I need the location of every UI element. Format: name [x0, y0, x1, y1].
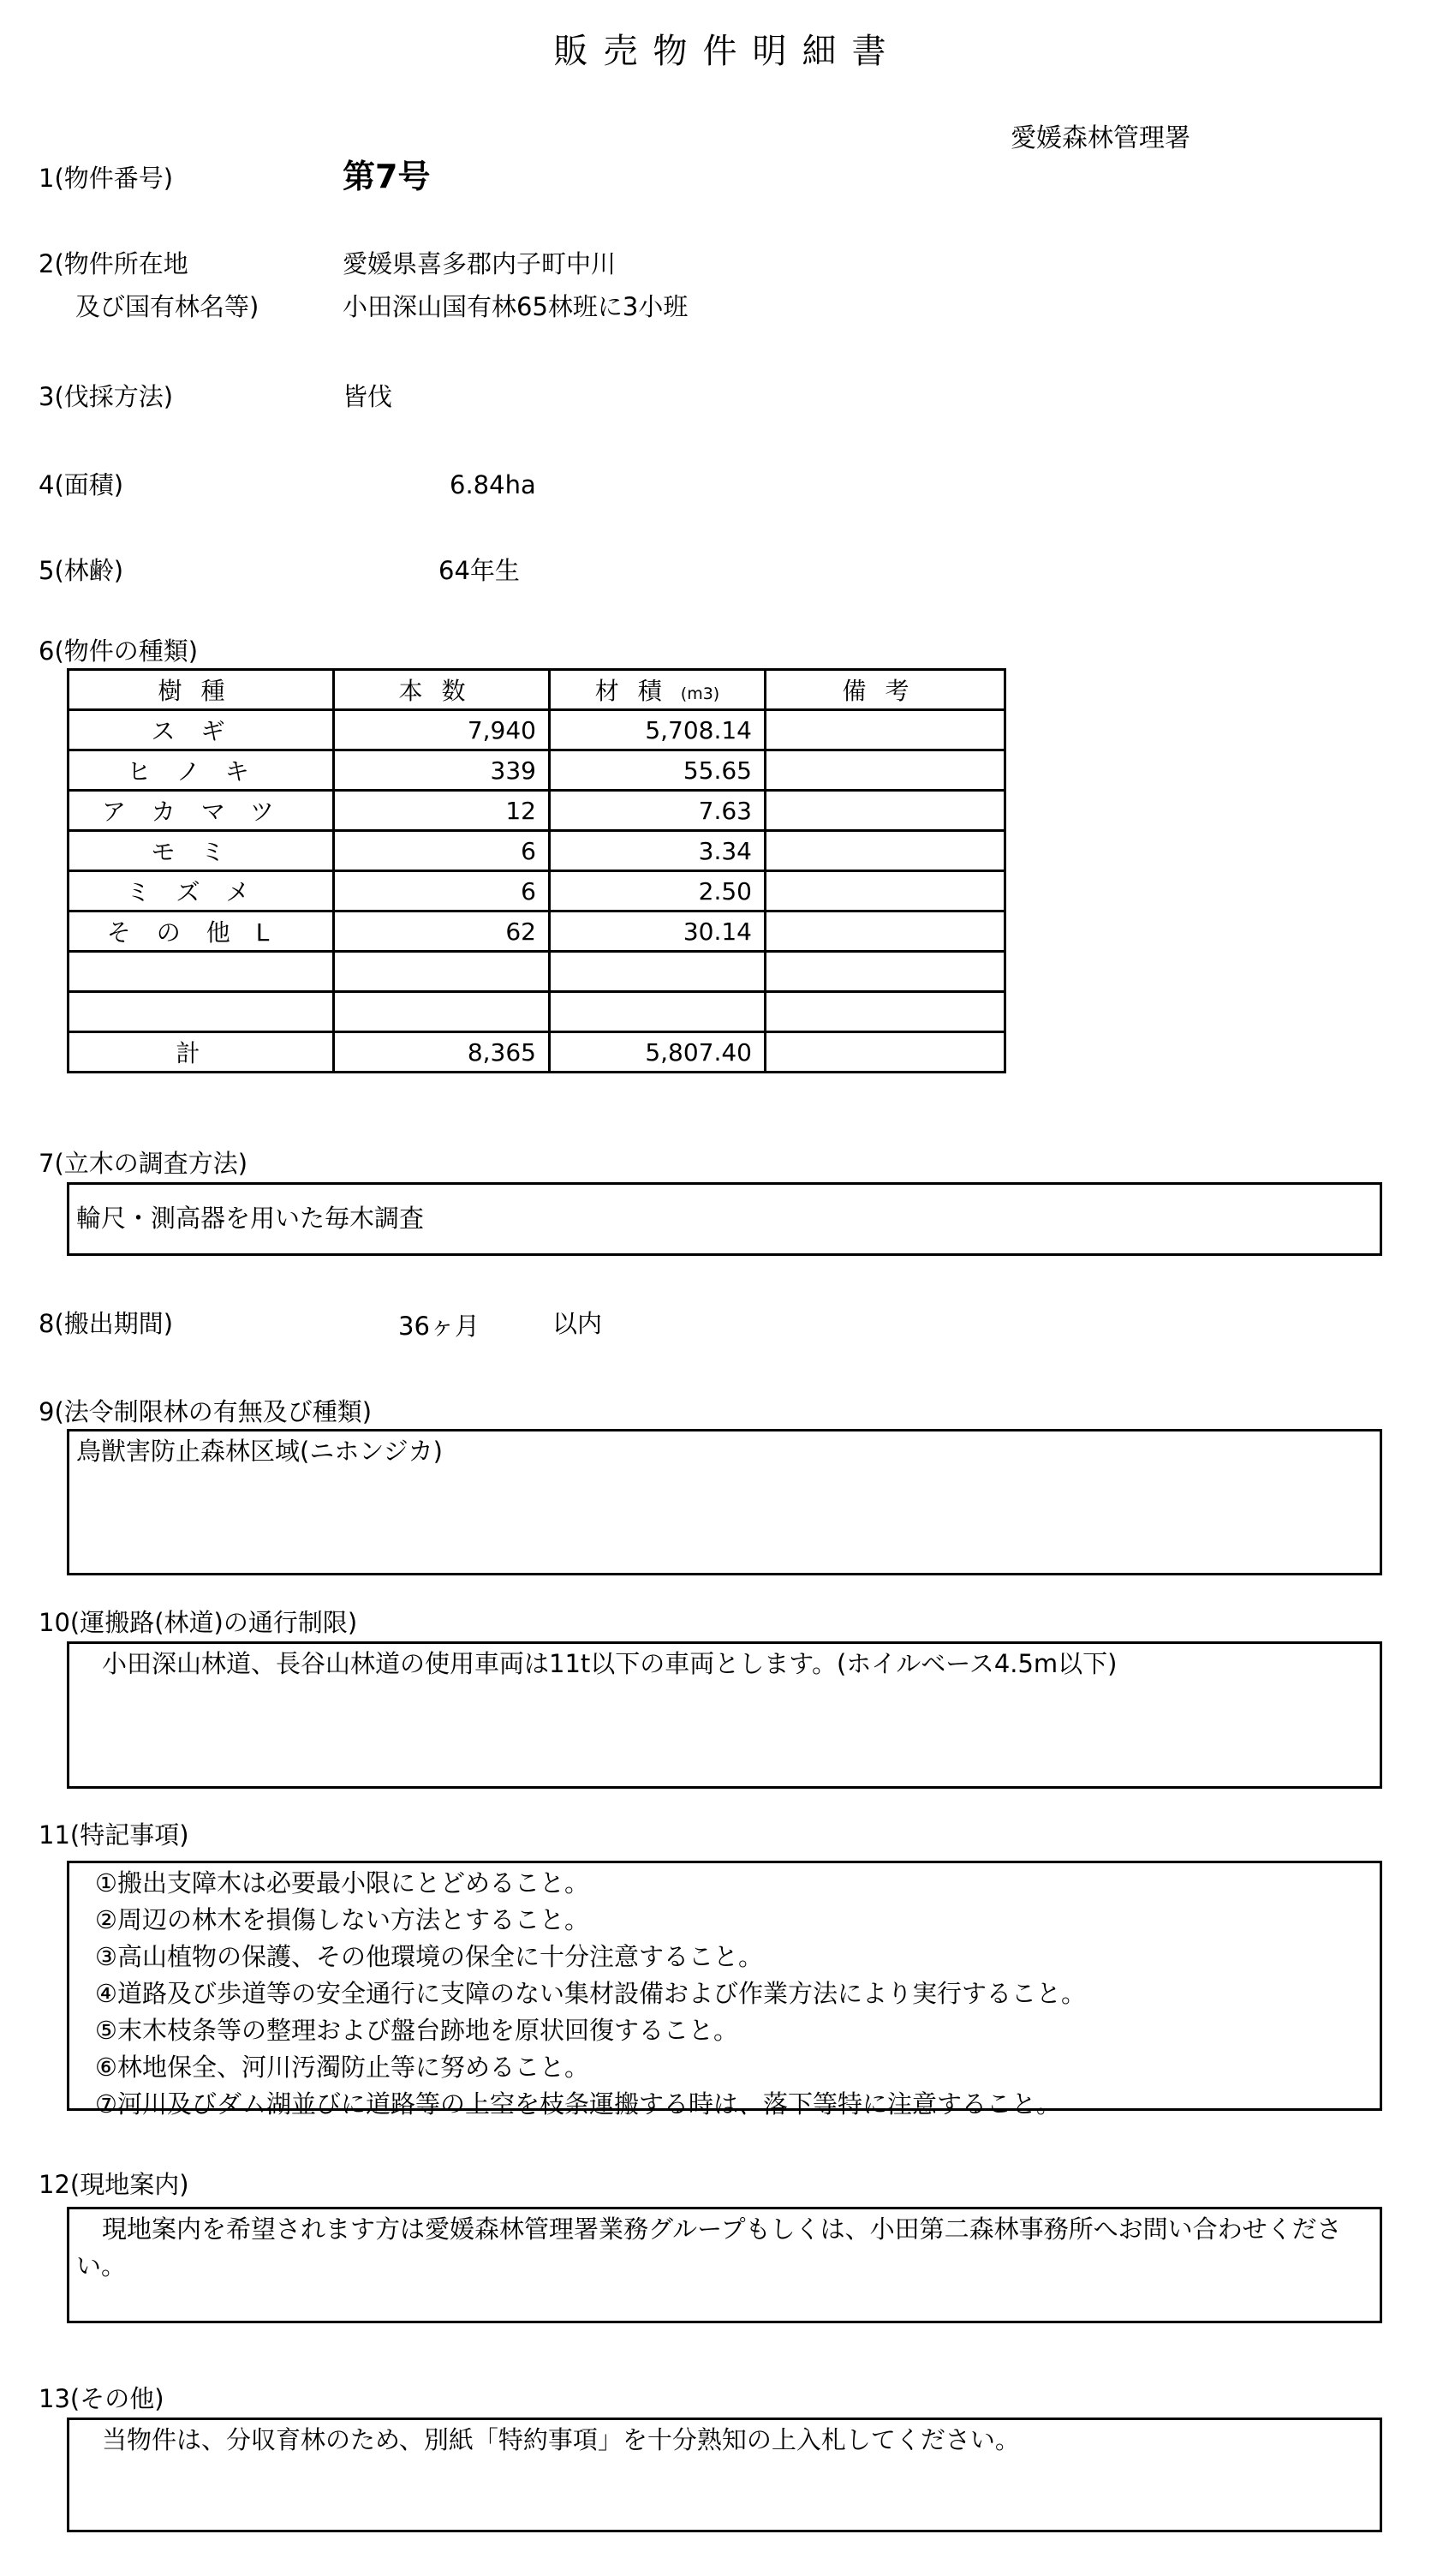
cell-remarks	[766, 831, 1005, 871]
table-row	[69, 831, 1005, 871]
header-count	[334, 670, 550, 710]
cell-count: 6	[334, 871, 550, 911]
header-count-text: 本数	[398, 677, 485, 705]
note-item: ②周辺の林木を損傷しない方法とすること。	[95, 1905, 589, 1934]
total-count: 8,365	[334, 1032, 550, 1073]
note-item: ④道路及び歩道等の安全通行に支障のない集材設備および作業方法により実行すること。	[95, 1979, 1086, 2008]
cell-count: 7,940	[334, 710, 550, 750]
area-value: 6.84ha	[450, 470, 536, 499]
period-label: 8(搬出期間)	[39, 1309, 174, 1338]
table-row	[69, 911, 1005, 952]
total-label: 計	[69, 1032, 334, 1073]
header-volume-text: 材積	[594, 677, 681, 705]
cell-tree: ヒノキ	[69, 750, 334, 791]
guide-box	[67, 2207, 1382, 2323]
cell-count: 62	[334, 911, 550, 952]
cell-count: 12	[334, 791, 550, 831]
note-item: ①搬出支障木は必要最小限にとどめること。	[95, 1868, 589, 1898]
age-label: 5(林齢)	[39, 556, 124, 585]
table-row	[69, 992, 1005, 1032]
location-label-line1: 2(物件所在地	[39, 249, 188, 278]
restriction-label: 9(法令制限林の有無及び種類)	[39, 1397, 373, 1426]
method-value: 皆伐	[343, 382, 393, 411]
cell-count: 6	[334, 831, 550, 871]
cell-volume: 55.65	[550, 750, 766, 791]
cell-volume	[550, 952, 766, 992]
table-row	[69, 952, 1005, 992]
cell-tree	[69, 992, 334, 1032]
table-row	[69, 871, 1005, 911]
cell-count: 339	[334, 750, 550, 791]
header-remarks-text: 備考	[842, 677, 928, 705]
office-name: 愛媛森林管理署	[1011, 123, 1190, 153]
note-item: ⑥林地保全、河川汚濁防止等に努めること。	[95, 2053, 589, 2082]
location-value-line2: 小田深山国有林65林班に3小班	[343, 292, 689, 321]
header-tree	[69, 670, 334, 710]
table-row	[69, 710, 1005, 750]
note-item: ⑦河川及びダム湖並びに道路等の上空を枝条運搬する時は、落下等特に注意すること。	[95, 2089, 1061, 2119]
header-volume	[550, 670, 766, 710]
cell-volume	[550, 992, 766, 1032]
cell-remarks	[766, 710, 1005, 750]
road-value: 小田深山林道、長谷山林道の使用車両は11t以下の車両とします。(ホイルベース4.5m以下)	[102, 1649, 1118, 1678]
cell-remarks	[766, 871, 1005, 911]
cell-tree: その他L	[69, 911, 334, 952]
cell-tree: スギ	[69, 710, 334, 750]
header-tree-text: 樹種	[158, 677, 244, 705]
cell-tree: ミズメ	[69, 871, 334, 911]
other-box	[67, 2418, 1382, 2532]
notes-box	[67, 1861, 1382, 2119]
cell-tree: アカマツ	[69, 791, 334, 831]
cell-remarks	[766, 992, 1005, 1032]
cell-volume: 2.50	[550, 871, 766, 911]
period-value: 36ヶ月	[398, 1312, 480, 1341]
table-row	[69, 750, 1005, 791]
cell-count	[334, 952, 550, 992]
item-no-value: 第7号	[343, 158, 431, 195]
cell-tree: モミ	[69, 831, 334, 871]
restriction-box	[67, 1429, 1382, 1575]
other-value: 当物件は、分収育林のため、別紙「特約事項」を十分熟知の上入札してください。	[102, 2425, 1020, 2454]
cell-count	[334, 992, 550, 1032]
document-title: 販売物件明細書	[553, 32, 902, 71]
header-remarks	[766, 670, 1005, 710]
note-item: ⑤末木枝条等の整理および盤台跡地を原状回復すること。	[95, 2016, 738, 2045]
item-no-label: 1(物件番号)	[39, 164, 174, 193]
survey-box	[67, 1182, 1382, 1256]
period-suffix: 以内	[552, 1309, 603, 1338]
species-table	[67, 668, 1006, 1073]
cell-volume: 5,708.14	[550, 710, 766, 750]
cell-volume: 7.63	[550, 791, 766, 831]
notes-label: 11(特記事項)	[39, 1820, 189, 1850]
cell-tree	[69, 952, 334, 992]
total-volume: 5,807.40	[550, 1032, 766, 1073]
header-volume-unit: (m3)	[680, 684, 720, 703]
cell-remarks	[766, 750, 1005, 791]
survey-label: 7(立木の調査方法)	[39, 1149, 248, 1178]
note-item: ③高山植物の保護、その他環境の保全に十分注意すること。	[95, 1942, 763, 1971]
table-total-row	[69, 1032, 1005, 1073]
area-label: 4(面積)	[39, 470, 124, 499]
species-label: 6(物件の種類)	[39, 637, 199, 666]
road-label: 10(運搬路(林道)の通行制限)	[39, 1608, 358, 1637]
method-label: 3(伐採方法)	[39, 382, 174, 411]
guide-value: 現地案内を希望されます方は愛媛森林管理署業務グループもしくは、小田第二森林事務所へお問い合わせください。	[76, 2214, 1342, 2280]
cell-remarks	[766, 911, 1005, 952]
other-label: 13(その他)	[39, 2384, 164, 2413]
cell-volume: 3.34	[550, 831, 766, 871]
cell-remarks	[766, 791, 1005, 831]
total-remarks	[766, 1032, 1005, 1073]
location-label-line2: 及び国有林名等)	[75, 292, 259, 321]
age-value: 64年生	[438, 556, 520, 585]
guide-label: 12(現地案内)	[39, 2170, 189, 2199]
cell-volume: 30.14	[550, 911, 766, 952]
survey-value: 輪尺・測高器を用いた毎木調査	[76, 1204, 425, 1233]
table-header-row	[69, 670, 1005, 710]
restriction-value: 鳥獣害防止森林区域(ニホンジカ)	[76, 1437, 443, 1466]
location-value-line1: 愛媛県喜多郡内子町中川	[343, 249, 617, 278]
cell-remarks	[766, 952, 1005, 992]
road-box	[67, 1641, 1382, 1789]
table-row	[69, 791, 1005, 831]
